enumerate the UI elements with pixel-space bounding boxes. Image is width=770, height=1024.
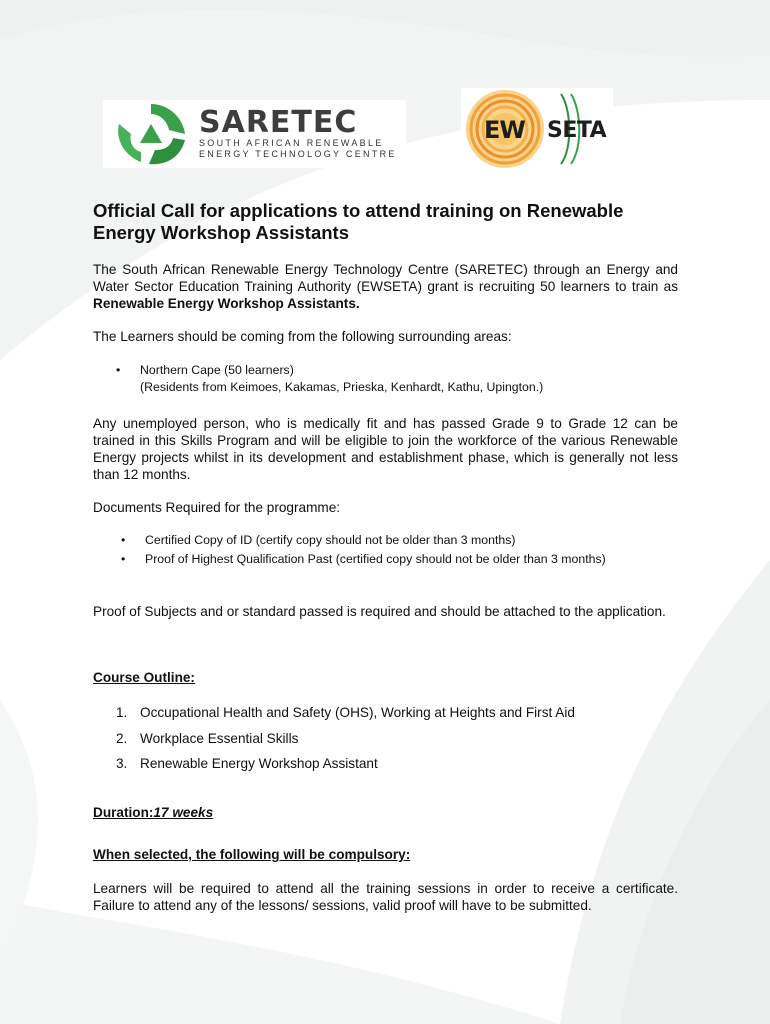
list-item [116, 362, 680, 396]
course-outline-list [116, 704, 676, 781]
compulsory-paragraph: Learners will be required to attend all the training sessions in order to receive a certificate. Failure to attend any of the lessons/ sessions, valid proof will have to be submitted. [93, 881, 678, 913]
ewseta-seta-text: SETA [547, 118, 607, 143]
document-item-1: Certified Copy of ID (certify copy should not be older than 3 months) [145, 533, 516, 547]
saretec-logo [103, 100, 406, 168]
bullet-icon: • [121, 533, 126, 547]
saretec-subline-1: SOUTH AFRICAN RENEWABLE [199, 138, 384, 148]
intro-text: The South African Renewable Energy Technology Centre (SARETEC) through an Energy and Water Sector Education Training Authority (EWSETA) grant is recruiting 50 learners to train as [93, 262, 678, 294]
area-label: Northern Cape (50 learners) [140, 363, 294, 377]
saretec-subline-2: ENERGY TECHNOLOGY CENTRE [199, 149, 397, 159]
title-line-2: Energy Workshop Assistants [93, 222, 349, 243]
list-item [121, 551, 685, 568]
documents-list [121, 532, 685, 568]
eligibility-paragraph: Any unemployed person, who is medically fit and has passed Grade 9 to Grade 12 can be trained in this Skills Program and will be eligible to join the workforce of the various Renewable Energy projects whilst in its development and establishment phase, which is generally not less than 12 months. [93, 416, 678, 482]
list-item [121, 532, 685, 551]
ewseta-ew-text: EW [484, 116, 525, 144]
item-number: 1. [116, 705, 128, 720]
bullet-icon: • [116, 363, 121, 377]
list-item [116, 704, 676, 730]
list-item [116, 730, 676, 756]
duration-line [93, 805, 678, 820]
course-item-text: Workplace Essential Skills [140, 730, 299, 746]
saretec-triangle-icon [111, 100, 191, 168]
course-item-text: Occupational Health and Safety (OHS), Working at Heights and First Aid [140, 705, 575, 720]
title-line-1: Official Call for applications to attend training on Renewable [93, 200, 624, 221]
bullet-icon: • [121, 552, 126, 566]
area-detail: (Residents from Keimoes, Kakamas, Prieska, Kenhardt, Kathu, Upington.) [140, 380, 544, 394]
page-title [93, 200, 678, 244]
item-number: 3. [116, 756, 128, 771]
course-item-text: Renewable Energy Workshop Assistant [140, 756, 378, 771]
documents-heading: Documents Required for the programme: [93, 500, 341, 515]
areas-heading: The Learners should be coming from the following surrounding areas: [93, 329, 512, 344]
list-item [116, 755, 676, 781]
document-item-2: Proof of Highest Qualification Past (certified copy should not be older than 3 months) [145, 552, 606, 566]
course-outline-heading: Course Outline: [93, 670, 195, 685]
duration-value: 17 weeks [153, 805, 214, 820]
duration-label: Duration: [93, 805, 154, 820]
intro-bold-text: Renewable Energy Workshop Assistants. [93, 296, 360, 311]
areas-list [116, 362, 680, 396]
subjects-note: Proof of Subjects and or standard passed is required and should be attached to the application. [93, 604, 666, 619]
saretec-brand-text: SARETEC [199, 105, 358, 140]
ewseta-logo [461, 88, 613, 170]
compulsory-heading: When selected, the following will be compulsory: [93, 847, 411, 862]
item-number: 2. [116, 730, 128, 746]
intro-paragraph [93, 261, 678, 312]
